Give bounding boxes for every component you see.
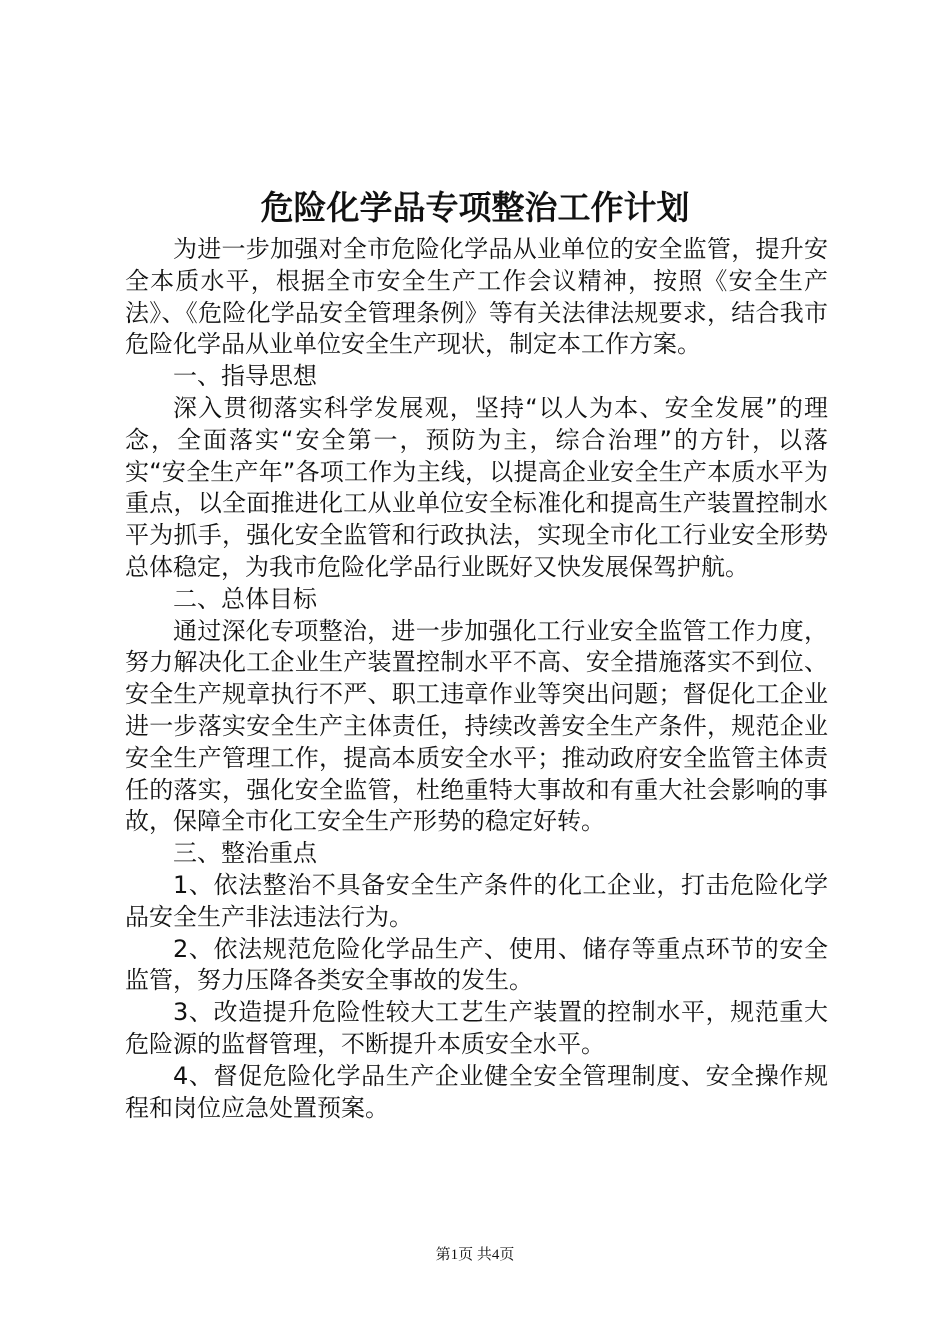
guiding-thought-paragraph: 深入贯彻落实科学发展观，坚持“以人为本、安全发展”的理念，全面落实“安全第一，预防为主，综合治理”的方针，以落实“安全生产年”各项工作为主线，以提高企业安全生产本质水平为重点，以全面推进化工从业单位安全标准化和提高生产装置控制水平为抓手，强化安全监管和行政执法，实现全市化工行业安全形势总体稳定，为我市危险化学品行业既好又快发展保驾护航。 [125,393,828,581]
intro-paragraph: 为进一步加强对全市危险化学品从业单位的安全监管，提升安全本质水平，根据全市安全生产工作会议精神，按照《安全生产法》、《危险化学品安全管理条例》等有关法律法规要求，结合我市危险化学品从业单位安全生产现状，制定本工作方案。 [125,235,828,359]
section-heading-overall-goal: 二、总体目标 [173,584,317,613]
key-point-item: 1、依法整治不具备安全生产条件的化工企业，打击危险化学品安全生产非法违法行为。 [125,870,828,931]
document-title: 危险化学品专项整治工作计划 [260,188,690,227]
key-point-item: 3、改造提升危险性较大工艺生产装置的控制水平，规范重大危险源的监督管理，不断提升本质安全水平。 [125,998,828,1058]
key-point-item: 4、督促危险化学品生产企业健全安全管理制度、安全操作规程和岗位应急处置预案。 [125,1061,828,1122]
document-body [125,234,828,1124]
page-number-footer: 第1页 共4页 [435,1247,515,1263]
overall-goal-paragraph: 通过深化专项整治，进一步加强化工行业安全监管工作力度，努力解决化工企业生产装置控制水平不高、安全措施落实不到位、安全生产规章执行不严、职工违章作业等突出问题；督促化工企业进一步落实安全生产主体责任，持续改善安全生产条件，规范企业安全生产管理工作，提高本质安全水平；推动政府安全监管主体责任的落实，强化安全监管，杜绝重特大事故和有重大社会影响的事故，保障全市化工安全生产形势的稳定好转。 [125,616,828,836]
section-heading-key-points: 三、整治重点 [173,839,317,868]
key-point-item: 2、依法规范危险化学品生产、使用、储存等重点环节的安全监管，努力压降各类安全事故的发生。 [125,934,828,995]
section-heading-guiding-thought: 一、指导思想 [173,362,317,391]
